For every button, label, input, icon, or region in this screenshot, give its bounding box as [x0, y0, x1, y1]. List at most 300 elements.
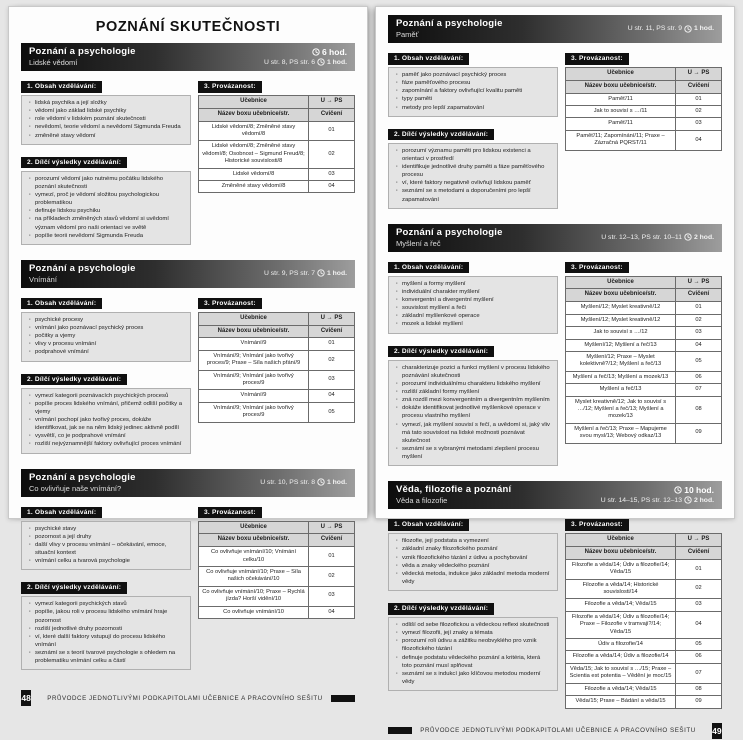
cell-nazev: Myšlení a řeč/13: [566, 384, 676, 396]
table-row: [566, 611, 722, 638]
list-item: · porozumí individuálnímu charakteru lidského myšlení: [395, 380, 551, 388]
cell-cviceni: 01: [676, 559, 722, 579]
table-row: [566, 639, 722, 651]
page-title: POZNÁNÍ SKUTEČNOSTI: [95, 19, 281, 35]
list-item: · nevědomí, teorie vědomí a nevědomí Sigmunda Freuda: [28, 123, 184, 131]
obsah-list: [388, 533, 558, 591]
table-row: [566, 130, 722, 150]
column-header-nazev: Název boxu učebnice/str.: [566, 80, 676, 93]
table-row: [566, 663, 722, 683]
column-header-nazev: Název boxu učebnice/str.: [566, 547, 676, 560]
list-item: · rozliší nejvýznamnější faktory ovlivňující proces vnímání: [28, 440, 184, 448]
section-total-hours-text: 10 hod.: [684, 485, 714, 496]
cell-nazev: Jak to souvisí s …/12: [566, 327, 676, 339]
column-header-ucebnice: Učebnice: [566, 534, 676, 547]
column-header-cviceni: Cvičení: [676, 80, 722, 93]
cell-nazev: Myšlení a řeč/13; Praxe – Mapujeme svou mysl/13; Webový odkaz/13: [566, 423, 676, 443]
list-item: · popíše, jakou roli v procesu lidského vnímání hraje pozornost: [28, 608, 184, 624]
table-row: [566, 327, 722, 339]
section-total-hours: [674, 485, 714, 495]
provazanost-table: [565, 67, 722, 151]
vysledky-list: [21, 596, 191, 670]
table-row: [566, 651, 722, 663]
cell-cviceni: 01: [676, 93, 722, 105]
list-item: · seznámí se s vybranými metodami zlepšení procesu myšlení: [395, 445, 551, 461]
cell-nazev: Filozofie a věda/14; Věda/15: [566, 599, 676, 611]
table-row: [199, 606, 355, 618]
list-item: · paměť jako poznávací psychický proces: [395, 71, 551, 79]
list-item: · ví, které faktory negativně ovlivňují lidskou paměť: [395, 179, 551, 187]
list-item: · porozumí roli údivu a zážitku neobvyklého pro vznik filozofického tázání: [395, 637, 551, 653]
page-number: 48: [21, 690, 31, 706]
table-header-row: [199, 312, 355, 325]
column-header-cviceni: Cvičení: [676, 289, 722, 302]
table-row: [566, 579, 722, 599]
table-row: [199, 566, 355, 586]
list-item: · odliší od sebe filozofickou a vědeckou reflexi skutečnosti: [395, 621, 551, 629]
vysledky-list: [388, 617, 558, 691]
list-item: · rozliší jednotlivé druhy pozornosti: [28, 625, 184, 633]
section-title: Poznání a psychologie: [29, 471, 136, 483]
page-right: [375, 6, 735, 736]
vysledky-label: 2. Dílčí výsledky vzdělávání:: [388, 129, 494, 141]
column-header-cviceni: Cvičení: [309, 325, 355, 338]
table-row: [199, 181, 355, 193]
section-columns: [388, 47, 722, 215]
cell-cviceni: 05: [309, 402, 355, 422]
clock-icon: [317, 269, 325, 277]
column-header-u-ps: U → PS: [676, 276, 722, 289]
column-header-u-ps: U → PS: [309, 521, 355, 534]
cell-nazev: Jak to souvisí s …/11: [566, 106, 676, 118]
obsah-label: 1. Obsah vzdělávání:: [21, 507, 102, 519]
section-subtitle: Vnímání: [29, 274, 57, 284]
list-item: · mozek a lidské myšlení: [395, 320, 551, 328]
vysledky-list: [21, 388, 191, 454]
column-header-ucebnice: Učebnice: [566, 68, 676, 81]
cell-nazev: Paměť/11: [566, 93, 676, 105]
section-subtitle: Věda a filozofie: [396, 496, 448, 506]
section-total-hours-text: 6 hod.: [321, 47, 347, 57]
section-title: Věda, filozofie a poznání: [396, 484, 512, 496]
section-ref-text: U str. 8, PS str. 6: [263, 58, 315, 66]
list-item: · dokáže identifikovat jednotlivé myšlenkové operace v procesu vlastního myšlení: [395, 404, 551, 420]
column-header-ucebnice: Učebnice: [199, 96, 309, 109]
list-item: · vědomí jako základ lidské psychiky: [28, 107, 184, 115]
cell-nazev: Filozofie a věda/14; Údiv a filozofie/14; Věda/15: [566, 559, 676, 579]
table-row: [566, 339, 722, 351]
vysledky-label: 2. Dílčí výsledky vzdělávání:: [21, 582, 127, 594]
section-header-titles: [396, 18, 503, 39]
cell-nazev: Myšlení/12; Myslet kreativně/12: [566, 314, 676, 326]
list-item: · podprahové vnímání: [28, 348, 184, 356]
section-hours-text: 1 hod.: [326, 58, 347, 66]
cell-nazev: Údiv a filozofie/14: [566, 639, 676, 651]
section-page-ref: [264, 269, 347, 277]
list-item: · vnímání pochopí jako tvořivý proces, dokáže identifikovat, jak se na něm lidský jedinec aktivně podílí: [28, 416, 184, 432]
section-header-titles: [29, 263, 136, 284]
table-row: [199, 370, 355, 390]
cell-nazev: Lidské vědomí/8; Změněné stavy vědomí/8: [199, 121, 309, 141]
table-body: [199, 547, 355, 619]
cell-cviceni: 04: [676, 339, 722, 351]
obsah-label: 1. Obsah vzdělávání:: [21, 81, 102, 93]
table-row: [566, 371, 722, 383]
section-header: [21, 43, 355, 71]
section-title: Poznání a psychologie: [396, 18, 503, 29]
vysledky-list: [21, 171, 191, 245]
section-hours-text: 1 hod.: [693, 25, 714, 32]
list-item: · porozumí významu paměti pro lidskou existenci a orientaci v prostředí: [395, 147, 551, 163]
obsah-list: [21, 95, 191, 145]
cell-nazev: Vnímání/9; Vnímání jako tvořivý proces/9: [199, 370, 309, 390]
provazanost-label: 3. Provázanost:: [198, 298, 262, 310]
section-table-column: [198, 75, 355, 193]
cell-nazev: Co ovlivňuje vnímání/10; Vnímání celku/10: [199, 547, 309, 567]
section-columns: [388, 256, 722, 473]
table-row: [199, 586, 355, 606]
cell-nazev: Filozofie a věda/14; Historické souvislosti/14: [566, 579, 676, 599]
table-row: [199, 338, 355, 350]
section-title: Poznání a psychologie: [396, 226, 503, 238]
cell-nazev: Lidské vědomí/8: [199, 168, 309, 180]
list-item: · vymezí kategorii poznávacích psychických procesů: [28, 392, 184, 400]
section-ref-text: U str. 10, PS str. 8: [260, 478, 315, 486]
section-content-column: [21, 75, 191, 251]
list-item: · typy paměti: [395, 95, 551, 103]
section-page-ref: [601, 496, 714, 504]
section-content-column: [388, 256, 558, 473]
table-row: [199, 121, 355, 141]
section-page-ref: [628, 25, 714, 33]
table-row: [199, 168, 355, 180]
list-item: · vnímání celku a tvarová psychologie: [28, 557, 184, 565]
obsah-list: [388, 276, 558, 334]
list-item: · identifikuje jednotlivé druhy paměti a fáze paměťového procesu: [395, 163, 551, 179]
list-item: · myšlení a formy myšlení: [395, 280, 551, 288]
clock-icon: [684, 233, 692, 241]
table-row: [566, 423, 722, 443]
section-table-column: [198, 501, 355, 619]
list-item: · charakterizuje pozici a funkci myšlení v procesu lidského poznávání skutečnosti: [395, 364, 551, 380]
section-ref-text: U str. 12–13, PS str. 10–11: [601, 233, 682, 241]
section-table-column: [565, 513, 722, 708]
table-body: [199, 338, 355, 422]
cell-cviceni: 01: [309, 121, 355, 141]
column-header-u-ps: U → PS: [309, 312, 355, 325]
cell-nazev: Paměť/11; Zapomínání/11; Praxe – Zázračná PQRST/11: [566, 130, 676, 150]
section-header-info: [264, 47, 347, 66]
table-header-row: [199, 521, 355, 534]
cell-nazev: Filozofie a věda/14; Údiv a filozofie/14: [566, 651, 676, 663]
cell-nazev: Lidské vědomí/8; Změněné stavy vědomí/8; Osobnost – Sigmund Freud/8; Historické souvislosti/8: [199, 141, 309, 168]
provazanost-label: 3. Provázanost:: [198, 507, 262, 519]
obsah-list: [388, 67, 558, 117]
column-header-nazev: Název boxu učebnice/str.: [199, 108, 309, 121]
cell-nazev: Věda/15; Praxe – Bádání a věda/15: [566, 696, 676, 708]
table-subheader-row: [566, 80, 722, 93]
footer-text: PRŮVODCE JEDNOTLIVÝMI PODKAPITOLAMI UČEBNICE A PRACOVNÍHO SEŠITU: [420, 727, 696, 734]
list-item: · věda a znaky vědeckého poznání: [395, 562, 551, 570]
cell-cviceni: 09: [676, 696, 722, 708]
cell-nazev: Co ovlivňuje vnímání/10; Praxe – Síla našich očekávání/10: [199, 566, 309, 586]
section-header-titles: [396, 227, 503, 248]
obsah-label: 1. Obsah vzdělávání:: [388, 262, 469, 274]
section-subtitle: Myšlení a řeč: [396, 238, 441, 248]
table-header-row: [566, 68, 722, 81]
section-content-column: [21, 501, 191, 677]
table-row: [566, 599, 722, 611]
list-item: · metody pro lepší zapamatování: [395, 104, 551, 112]
section-header: [388, 224, 722, 252]
cell-nazev: Myslet kreativně/12; Jak to souvisí s …/12; Myšlení a řeč/13; Myšlení a mozek/13: [566, 396, 676, 423]
obsah-label: 1. Obsah vzdělávání:: [21, 298, 102, 310]
right-page-sections: [388, 15, 722, 718]
cell-cviceni: 07: [676, 384, 722, 396]
section-ref-text: U str. 14–15, PS str. 12–13: [600, 496, 682, 504]
vysledky-label: 2. Dílčí výsledky vzdělávání:: [388, 603, 494, 615]
footer-text: PRŮVODCE JEDNOTLIVÝMI PODKAPITOLAMI UČEBNICE A PRACOVNÍHO SEŠITU: [47, 694, 323, 702]
cell-cviceni: 02: [309, 350, 355, 370]
cell-cviceni: 03: [309, 168, 355, 180]
section-header-info: [260, 478, 347, 486]
table-row: [199, 141, 355, 168]
cell-cviceni: 07: [676, 663, 722, 683]
list-item: · vymezí, proč je vědomí složitou psychologickou problematikou: [28, 191, 184, 207]
section-columns: [21, 501, 355, 677]
cell-cviceni: 02: [676, 579, 722, 599]
cell-cviceni: 03: [676, 327, 722, 339]
cell-cviceni: 06: [676, 371, 722, 383]
list-item: · seznámí se s indukcí jako klíčovou metodou moderní vědy: [395, 670, 551, 686]
clock-icon: [684, 25, 692, 33]
column-header-ucebnice: Učebnice: [199, 312, 309, 325]
provazanost-table: [198, 521, 355, 619]
section-table-column: [198, 292, 355, 423]
cell-nazev: Myšlení/12; Myšlení a řeč/13: [566, 339, 676, 351]
list-item: · změněné stavy vědomí: [28, 132, 184, 140]
cell-cviceni: 04: [309, 390, 355, 402]
section: [388, 481, 722, 708]
column-header-ucebnice: Učebnice: [566, 276, 676, 289]
cell-nazev: Paměť/11: [566, 118, 676, 130]
cell-cviceni: 04: [309, 606, 355, 618]
table-row: [566, 683, 722, 695]
footer-right: [388, 722, 722, 740]
section: [388, 15, 722, 215]
cell-nazev: Vnímání/9; Vnímání jako tvořivý proces/9; Praxe – Síla našich přání/9: [199, 350, 309, 370]
section-page-ref: [264, 58, 347, 66]
cell-nazev: Co ovlivňuje vnímání/10; Praxe – Rychlá jízda? Horší vidění/10: [199, 586, 309, 606]
section-header-titles: [396, 484, 511, 505]
list-item: · konvergentní a divergentní myšlení: [395, 296, 551, 304]
list-item: · lidská psychika a její složky: [28, 99, 184, 107]
section-header: [21, 469, 355, 497]
clock-icon: [674, 486, 682, 494]
list-item: · seznámí se s teorií tvarové psychologie s ohledem na problematiku vnímání celku a částí: [28, 649, 184, 665]
list-item: · seznámí se s metodami a doporučeními pro lepší zapamatování: [395, 187, 551, 203]
list-item: · psychické procesy: [28, 316, 184, 324]
section-subtitle: Paměť: [396, 30, 419, 39]
list-item: · další vlivy v procesu vnímání – očekávání, emoce, situační kontext: [28, 541, 184, 557]
cell-nazev: Myšlení a řeč/13; Myšlení a mozek/13: [566, 371, 676, 383]
list-item: · základní znaky filozofického poznání: [395, 545, 551, 553]
section-hours-text: 1 hod.: [326, 269, 347, 277]
provazanost-table: [565, 533, 722, 708]
column-header-u-ps: U → PS: [676, 534, 722, 547]
clock-icon: [317, 478, 325, 486]
column-header-cviceni: Cvičení: [309, 534, 355, 547]
table-row: [566, 396, 722, 423]
table-body: [566, 559, 722, 708]
column-header-nazev: Název boxu učebnice/str.: [566, 289, 676, 302]
provazanost-table: [198, 312, 355, 423]
cell-nazev: Vnímání/9: [199, 390, 309, 402]
provazanost-label: 3. Provázanost:: [565, 519, 629, 531]
cell-nazev: Vnímání/9; Vnímání jako tvořivý proces/9: [199, 402, 309, 422]
vysledky-label: 2. Dílčí výsledky vzdělávání:: [388, 346, 494, 358]
section-page-ref: [260, 478, 347, 486]
page-left: [8, 6, 368, 704]
section-subtitle: Lidské vědomí: [29, 58, 78, 67]
table-row: [199, 402, 355, 422]
table-row: [199, 390, 355, 402]
list-item: · psychické stavy: [28, 525, 184, 533]
cell-cviceni: 04: [309, 181, 355, 193]
section-columns: [21, 292, 355, 460]
table-row: [566, 696, 722, 708]
section-header-titles: [29, 46, 136, 67]
section-subtitle: Co ovlivňuje naše vnímání?: [29, 483, 122, 493]
cell-cviceni: 08: [676, 396, 722, 423]
clock-icon: [684, 496, 692, 504]
cell-nazev: Myšlení/12; Praxe – Myslet kolektivně?/12; Myšlení a řeč/13: [566, 351, 676, 371]
footer-left: [21, 689, 355, 707]
section-content-column: [21, 292, 191, 460]
obsah-label: 1. Obsah vzdělávání:: [388, 53, 469, 65]
list-item: · vymezí filozofii, její znaky a témata: [395, 629, 551, 637]
cell-cviceni: 04: [676, 611, 722, 638]
section-content-column: [388, 47, 558, 215]
table-header-row: [566, 276, 722, 289]
cell-cviceni: 03: [676, 599, 722, 611]
section-page-ref: [601, 233, 714, 241]
list-item: · souvislost myšlení a řeči: [395, 304, 551, 312]
cell-cviceni: 02: [676, 106, 722, 118]
section-title: Poznání a psychologie: [29, 262, 136, 274]
section-hours-text: 2 hod.: [693, 233, 714, 241]
cell-cviceni: 01: [676, 302, 722, 314]
list-item: · vnímání jako poznávací psychický proces: [28, 324, 184, 332]
vysledky-list: [388, 143, 558, 209]
table-body: [199, 121, 355, 193]
footer-bar: [331, 695, 355, 702]
cell-nazev: Myšlení/12; Myslet kreativně/12: [566, 302, 676, 314]
page-number: 49: [712, 723, 722, 739]
left-page-sections: [21, 43, 355, 685]
section-header: [21, 260, 355, 288]
section-ref-text: U str. 9, PS str. 7: [263, 269, 315, 277]
section-header-info: [628, 25, 714, 33]
list-item: · definuje lidskou psychiku: [28, 207, 184, 215]
cell-cviceni: 01: [309, 547, 355, 567]
section: [21, 43, 355, 251]
cell-nazev: Filozofie a věda/14; Věda/15: [566, 683, 676, 695]
list-item: · na příkladech změněných stavů vědomí si uvědomí význam vědomí pro naši orientaci ve světě: [28, 215, 184, 231]
section-header: [388, 15, 722, 43]
cell-cviceni: 02: [676, 314, 722, 326]
section-header-titles: [29, 472, 136, 493]
section-columns: [21, 75, 355, 251]
section-content-column: [388, 513, 558, 697]
cell-cviceni: 03: [676, 118, 722, 130]
list-item: · vlivy v procesu vnímání: [28, 340, 184, 348]
list-item: · vymezí, jak myšlení souvisí s řečí, a uvědomí si, jaký vliv má tato souvislost na lidské možnosti poznávat skutečnost: [395, 421, 551, 445]
list-item: · filozofie, její podstata a vymezení: [395, 537, 551, 545]
cell-cviceni: 03: [309, 586, 355, 606]
cell-cviceni: 05: [676, 639, 722, 651]
cell-nazev: Co ovlivňuje vnímání/10: [199, 606, 309, 618]
footer-bar: [388, 727, 412, 734]
table-header-row: [199, 96, 355, 109]
cell-nazev: Vnímání/9: [199, 338, 309, 350]
list-item: · role vědomí v lidském poznání skutečnosti: [28, 115, 184, 123]
cell-cviceni: 08: [676, 683, 722, 695]
list-item: · ví, které další faktory vstupují do procesu lidského vnímání: [28, 633, 184, 649]
section-hours-text: 2 hod.: [693, 496, 714, 504]
cell-cviceni: 01: [309, 338, 355, 350]
table-row: [566, 314, 722, 326]
section: [388, 224, 722, 473]
vysledky-label: 2. Dílčí výsledky vzdělávání:: [21, 157, 127, 169]
cell-cviceni: 02: [309, 566, 355, 586]
list-item: · pozornost a její druhy: [28, 533, 184, 541]
table-subheader-row: [199, 534, 355, 547]
list-item: · rozliší základní formy myšlení: [395, 388, 551, 396]
cell-cviceni: 04: [676, 130, 722, 150]
vysledky-label: 2. Dílčí výsledky vzdělávání:: [21, 374, 127, 386]
section-total-hours: [312, 47, 347, 57]
cell-cviceni: 03: [309, 370, 355, 390]
table-body: [566, 302, 722, 443]
table-subheader-row: [199, 108, 355, 121]
provazanost-table: [198, 95, 355, 193]
section-header-info: [601, 485, 714, 504]
list-item: · definuje podstatu vědeckého poznání a kritéria, která toto poznání musí splňovat: [395, 654, 551, 670]
cell-cviceni: 02: [309, 141, 355, 168]
section-header-info: [601, 233, 714, 241]
table-subheader-row: [566, 289, 722, 302]
column-header-ucebnice: Učebnice: [199, 521, 309, 534]
column-header-cviceni: Cvičení: [309, 108, 355, 121]
table-row: [566, 93, 722, 105]
section-table-column: [565, 47, 722, 151]
list-item: · počitky a vjemy: [28, 332, 184, 340]
section: [21, 469, 355, 677]
provazanost-label: 3. Provázanost:: [565, 53, 629, 65]
section-header-info: [264, 269, 347, 277]
list-item: · popíše proces lidského vnímání, přičemž odliší počitky a vjemy: [28, 400, 184, 416]
section-columns: [388, 513, 722, 708]
table-subheader-row: [566, 547, 722, 560]
vysledky-list: [388, 360, 558, 467]
provazanost-label: 3. Provázanost:: [198, 81, 262, 93]
list-item: · vznik filozofického tázání z údivu a pochybování: [395, 554, 551, 562]
list-item: · vysvětlí, co je podprahové vnímání: [28, 432, 184, 440]
section-hours-text: 1 hod.: [326, 478, 347, 486]
list-item: · vymezí kategorii psychických stavů: [28, 600, 184, 608]
clock-icon: [317, 58, 325, 66]
